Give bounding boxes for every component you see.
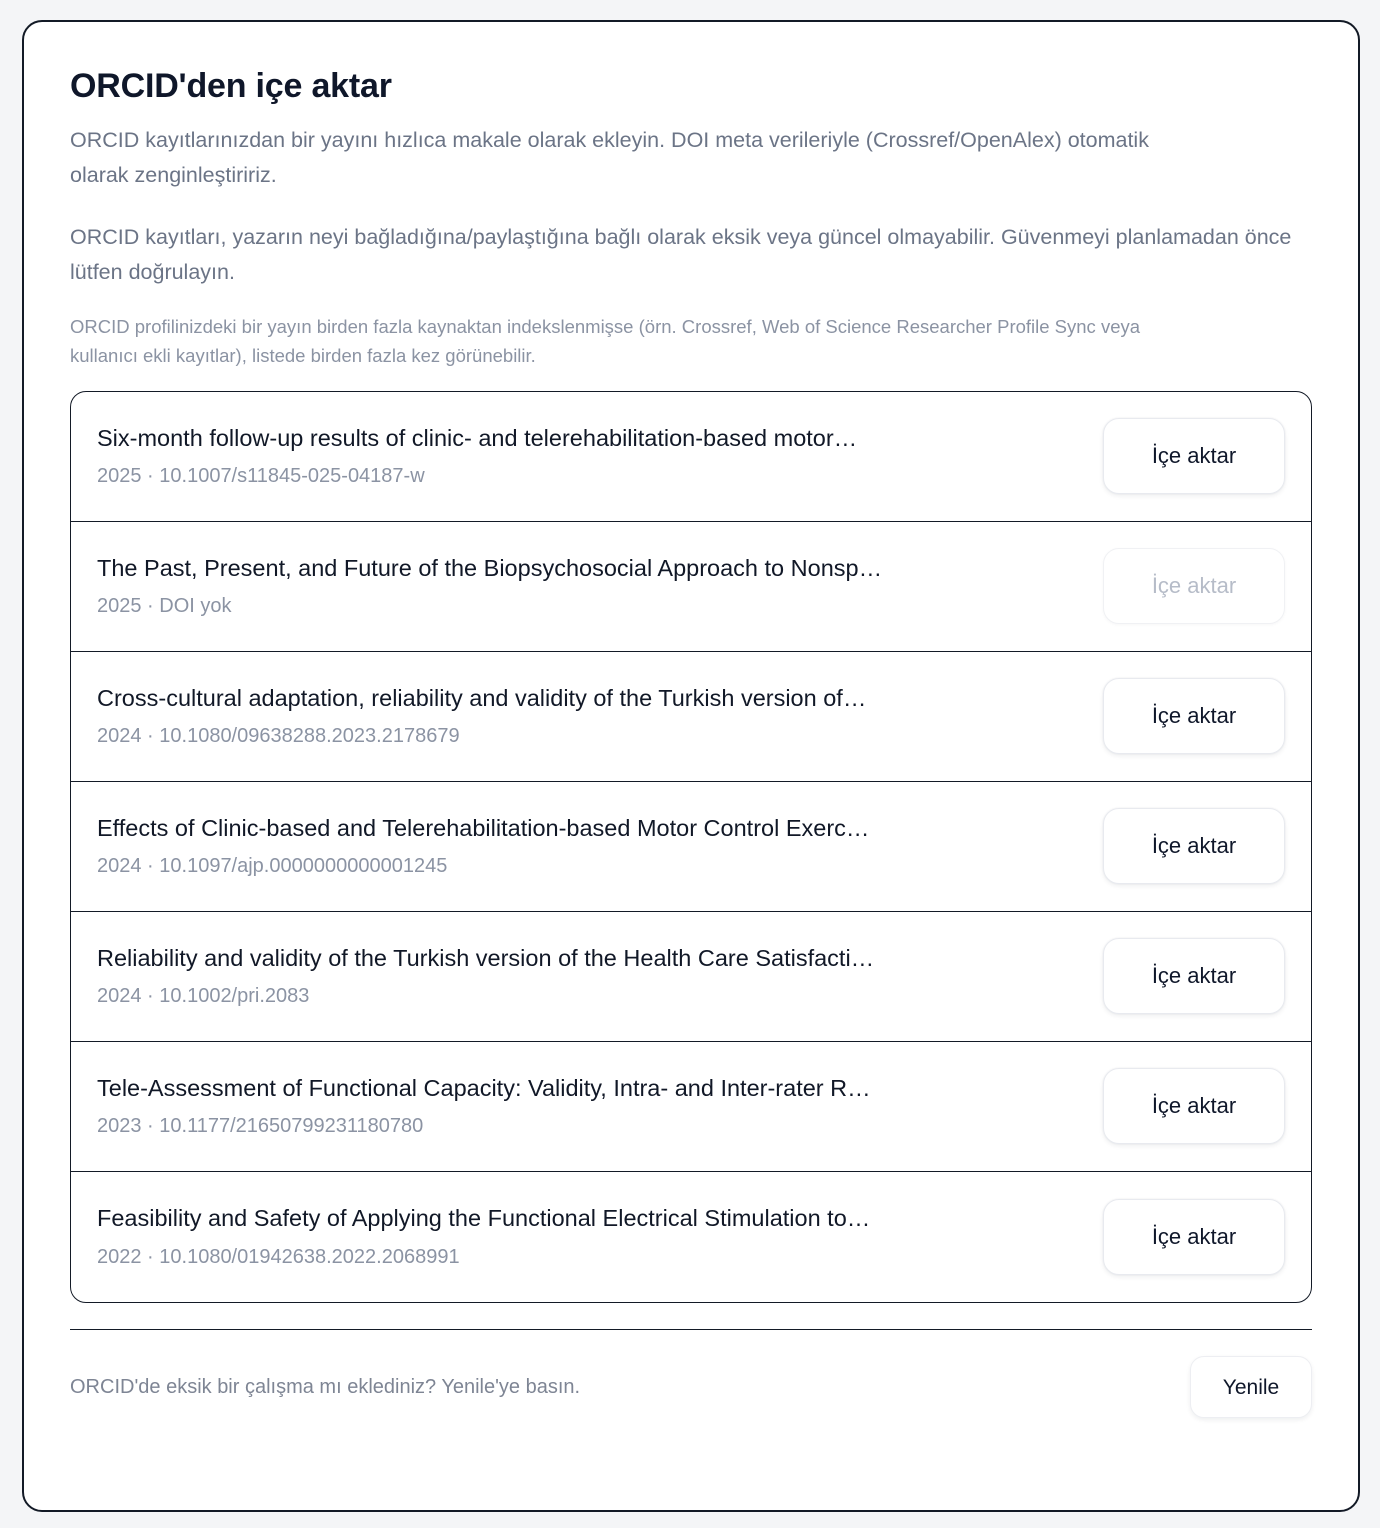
card-description-note: ORCID profilinizdeki bir yayın birden fazla kaynaktan indekslenmişse (örn. Crossref, Web of Science Researcher Profile Sync veya kullanıcı ekli kayıtlar), listede birden fazla kez görünebilir. [70, 316, 1141, 367]
list-item[interactable] [71, 652, 1311, 782]
publication-title: Cross-cultural adaptation, reliability and validity of the Turkish version of… [97, 684, 867, 711]
card-footer [70, 1330, 1312, 1418]
publication-list [70, 391, 1312, 1303]
import-button[interactable]: İçe aktar [1103, 678, 1285, 754]
publication-meta: 2024 · 10.1097/ajp.0000000000001245 [97, 855, 448, 878]
publication-info [97, 1073, 1103, 1140]
footer-hint-text: ORCID'de eksik bir çalışma mı eklediniz? Yenile'ye basın. [70, 1376, 581, 1399]
publication-info [97, 943, 1103, 1010]
publication-info [97, 553, 1103, 620]
list-item[interactable] [71, 522, 1311, 652]
publication-title: Effects of Clinic-based and Telerehabilitation-based Motor Control Exerc… [97, 814, 870, 841]
list-item[interactable] [71, 782, 1311, 912]
publication-info [97, 423, 1103, 490]
import-button[interactable]: İçe aktar [1103, 808, 1285, 884]
publication-title: Feasibility and Safety of Applying the Functional Electrical Stimulation to… [97, 1205, 871, 1232]
import-button[interactable]: İçe aktar [1103, 938, 1285, 1014]
publication-meta: 2024 · 10.1002/pri.2083 [97, 985, 310, 1008]
page-title: ORCID'den içe aktar [70, 67, 392, 105]
publication-meta: 2023 · 10.1177/21650799231180780 [97, 1115, 424, 1138]
list-item[interactable] [71, 1042, 1311, 1172]
publication-title: Tele-Assessment of Functional Capacity: Validity, Intra- and Inter-rater R… [97, 1074, 871, 1101]
publication-info [97, 813, 1103, 880]
publication-title: Six-month follow-up results of clinic- and telerehabilitation-based motor… [97, 424, 858, 451]
import-button[interactable]: İçe aktar [1103, 1068, 1285, 1144]
publication-meta: 2022 · 10.1080/01942638.2022.2068991 [97, 1245, 460, 1268]
import-button[interactable]: İçe aktar [1103, 1199, 1285, 1275]
import-button-disabled: İçe aktar [1103, 548, 1285, 624]
list-item[interactable] [71, 392, 1311, 522]
publication-info [97, 683, 1103, 750]
publication-title: The Past, Present, and Future of the Biopsychosocial Approach to Nonsp… [97, 554, 883, 581]
card-description-warning: ORCID kayıtları, yazarın neyi bağladığına/paylaştığına bağlı olarak eksik veya güncel olmayabilir. Güvenmeyi planlamadan önce lütfen doğrulayın. [70, 225, 1292, 285]
orcid-import-card [22, 20, 1360, 1512]
publication-title: Reliability and validity of the Turkish version of the Health Care Satisfacti… [97, 944, 875, 971]
list-item[interactable] [71, 1172, 1311, 1302]
card-description-primary: ORCID kayıtlarınızdan bir yayını hızlıca makale olarak ekleyin. DOI meta verileriyle (Crossref/OpenAlex) otomatik olarak zenginleştiririz. [70, 127, 1149, 187]
import-button[interactable]: İçe aktar [1103, 418, 1285, 494]
publication-meta: 2025 · 10.1007/s11845-025-04187-w [97, 465, 425, 488]
publication-meta: 2025 · DOI yok [97, 595, 232, 618]
publication-meta: 2024 · 10.1080/09638288.2023.2178679 [97, 725, 460, 748]
publication-info [97, 1203, 1103, 1270]
refresh-button[interactable]: Yenile [1190, 1356, 1312, 1418]
list-item[interactable] [71, 912, 1311, 1042]
page-background-strip [0, 0, 1380, 20]
